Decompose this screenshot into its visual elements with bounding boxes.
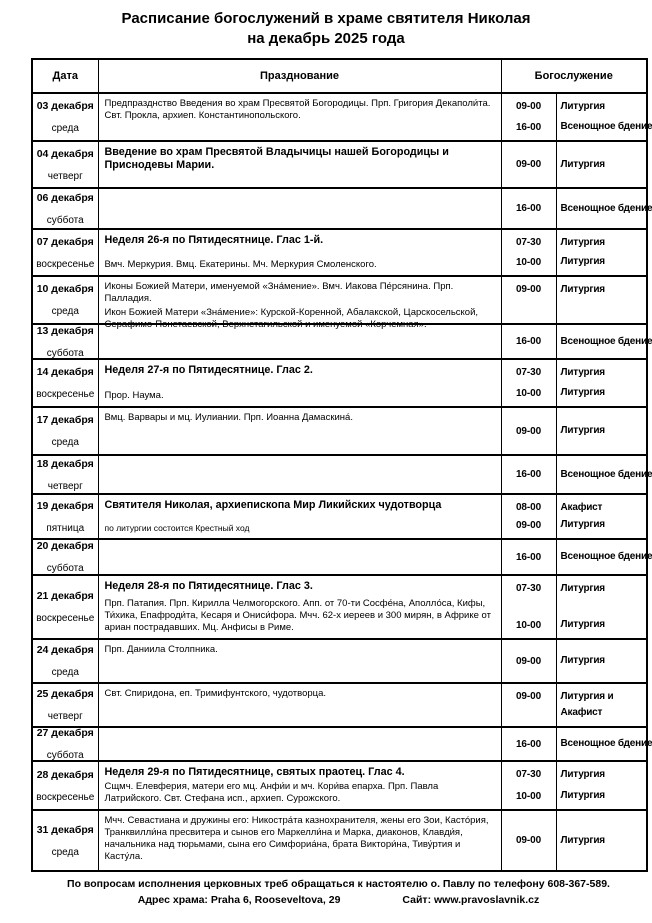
table-row [32,229,647,276]
service-cell [556,575,647,639]
service-name: Всенощное бдение [560,738,652,749]
service-time: 10-00 [515,257,542,268]
schedule-table [31,58,652,872]
weekday-label: суббота [46,750,84,761]
celebration-cell [98,727,501,761]
weekday-label: среда [51,437,79,448]
celebration-text: Свт. Спиридона, еп. Тримифунтского, чудотворца. [104,688,327,699]
service-name: Литургия [560,256,605,267]
service-cell [556,324,652,359]
celebration-text: Неделя 27-я по Пятидесятнице. Глас 2. [104,364,313,376]
celebration-cell [98,575,501,639]
time-cell [501,141,556,188]
weekday-label: четверг [47,711,83,722]
service-cell [556,727,652,761]
date-cell [32,359,98,407]
service-cell [556,683,647,727]
weekday-label: суббота [46,563,84,574]
time-cell [501,276,556,324]
celebration-cell [98,359,501,407]
date-cell [32,494,98,539]
weekday-label: воскресенье [36,258,95,270]
date-label: 19 декабря [36,499,94,512]
service-name: Литургия [560,101,605,112]
service-time: 16-00 [515,336,542,347]
table-row [32,727,647,761]
celebration-cell [98,229,501,276]
service-name: Литургия [560,655,605,666]
weekday-label: пятница [46,522,85,534]
celebration-text: Мчч. Севастиана и дружины его: Никостра́та казнохранителя, жены его Зои, Касто́рия, Транквилли́на пресвитера и сынов его Маркелли́на и Марка, диаконов, Клавди́я, начальника над тюрьмами, сына его Симфориа́на, брата Виктори́на, Тиву́ртия и Касту́ла. [104,815,489,862]
page-title-line2: на декабрь 2025 года [247,30,405,47]
date-label: 06 декабря [36,191,94,204]
time-cell [501,407,556,455]
service-time: 07-30 [515,583,542,594]
weekday-label: среда [51,123,79,134]
service-cell [556,359,647,407]
celebration-cell [98,639,501,683]
celebration-text: по литургии состоится Крестный ход [104,523,250,533]
table-row [32,455,647,494]
time-cell [501,810,556,871]
service-cell [556,539,652,575]
celebration-text: Прп. Даниила Столпника. [104,644,218,655]
church-address: Адрес храма: Praha 6, Rooseveltova, 29 [137,894,341,906]
date-label: 14 декабря [36,366,94,378]
weekday-label: воскресенье [36,389,95,400]
celebration-text: Введение во храм Пресвятой Владычицы нашей Богородицы и Приснодевы Марии. [104,146,449,171]
celebration-cell [98,810,501,871]
service-name: Акафист [560,502,603,513]
date-label: 25 декабря [36,688,94,700]
date-cell [32,539,98,575]
date-label: 28 декабря [36,768,94,781]
time-cell [501,229,556,276]
date-cell [32,639,98,683]
header-service: Богослужение [501,59,647,93]
weekday-label: четверг [47,170,83,182]
service-cell [556,455,652,494]
service-time: 07-30 [515,367,542,378]
service-time [527,708,530,719]
weekday-label: среда [51,667,79,678]
website: Сайт: www.pravoslavnik.cz [402,894,540,906]
service-name: Литургия [560,519,605,530]
celebration-text: Неделя 26-я по Пятидесятнице. Глас 1-й. [104,234,324,246]
service-name: Литургия [560,769,605,780]
service-time: 16-00 [515,551,542,563]
date-cell [32,141,98,188]
date-label: 27 декабря [36,727,94,739]
service-time: 09-00 [515,520,542,531]
weekday-label: воскресенье [36,791,95,803]
service-name: Литургия и [560,691,614,702]
time-cell [501,188,556,229]
service-cell [556,276,647,324]
service-time: 16-00 [515,203,542,214]
celebration-text: Вмц. Варвары и мц. Иулиании. Прп. Иоанна Дамаскина́. [104,412,353,423]
celebration-cell [98,276,501,330]
service-name: Литургия [560,619,605,630]
celebration-cell [98,683,501,727]
service-time: 10-00 [515,620,542,631]
service-name: Литургия [560,158,605,170]
weekday-label: четверг [47,480,83,492]
weekday-label: воскресенье [36,613,95,624]
table-row [32,810,647,871]
date-cell [32,683,98,727]
table-row [32,761,647,810]
table-row [32,575,647,639]
table-row [32,276,647,324]
celebration-cell [98,455,501,494]
celebration-cell [98,494,501,539]
table-row [32,141,647,188]
date-label: 13 декабря [36,324,94,337]
date-cell [32,93,98,141]
service-cell [556,639,647,683]
table-row [32,494,647,539]
table-row [32,188,647,229]
date-label: 03 декабря [36,100,94,112]
table-row [32,93,647,141]
service-name: Всенощное бдение [560,551,652,562]
weekday-label: среда [51,306,79,317]
celebration-text: Вмч. Меркурия. Вмц. Екатерины. Мч. Меркурия Смоленского. [104,259,377,270]
date-label: 17 декабря [36,414,94,426]
celebration-text: Сщмч. Елевферия, матери его мц. Анфи́и и мч. Кори́ва епарха. Прп. Павла Латрийского. Свт. Стефана исп., архиеп. Сурожского. [104,781,439,804]
footer-contacts [31,893,646,908]
service-name: Всенощное бдение [560,202,652,214]
date-label: 10 декабря [36,283,94,295]
header-celebration: Празднование [98,59,501,93]
date-cell [32,761,98,810]
time-cell [501,683,556,727]
header-date: Дата [32,59,98,93]
service-time: 07-30 [515,769,542,780]
celebration-text: Прор. Наума. [104,390,164,401]
time-cell [501,539,556,575]
service-time: 09-00 [515,655,542,667]
date-cell [32,575,98,639]
time-cell [501,727,556,761]
table-row [32,683,647,727]
celebration-cell [98,407,501,455]
page-title [0,9,652,49]
table-row [32,359,647,407]
celebration-text: Предпразднство Введения во храм Пресвятой Богородицы. Прп. Григория Декаполи́та. Свт. Прокла, архиеп. Константинопольского. [104,98,491,121]
service-time: 09-00 [515,425,542,437]
service-cell [556,810,647,871]
time-cell [501,494,556,539]
celebration-text: Прп. Патапия. Прп. Кирилла Челмогорского. Апп. от 70-ти Сосфе́на, Аполло́са, Кифы, Ти́хика, Епафроди́та, Кесаря и Ониси́фора. Мчч. 62-х иереев и 300 мирян, в Африке от ариан пострадавших. Мц. Анфисы в Риме. [104,598,491,633]
service-time: 09-00 [515,159,542,170]
date-cell [32,727,98,761]
time-cell [501,455,556,494]
service-time: 16-00 [515,469,542,480]
service-cell [556,93,652,141]
service-name: Всенощное бдение [560,121,652,132]
celebration-text: Святителя Николая, архиепископа Мир Ликийских чудотворца [104,499,442,511]
service-name: Литургия [560,790,605,801]
service-time: 10-00 [515,791,542,802]
celebration-cell [98,141,501,188]
time-cell [501,93,556,141]
date-cell [32,455,98,494]
service-name: Литургия [560,237,605,248]
date-cell [32,810,98,871]
weekday-label: среда [51,846,79,858]
time-cell [501,639,556,683]
service-cell [556,141,647,188]
date-cell [32,188,98,229]
service-time: 10-00 [515,388,542,399]
service-time: 16-00 [515,122,542,133]
table-row [32,407,647,455]
time-cell [501,359,556,407]
footer [31,877,646,908]
service-name: Акафист [560,707,603,718]
service-name: Всенощное бдение [560,468,652,480]
date-label: 31 декабря [36,823,94,836]
celebration-cell [98,93,501,141]
date-label: 07 декабря [36,235,94,248]
service-cell [556,494,647,539]
date-cell [32,324,98,359]
service-name: Литургия [560,834,605,846]
date-cell [32,407,98,455]
service-time: 16-00 [515,738,542,750]
weekday-label: суббота [46,347,84,359]
date-label: 24 декабря [36,644,94,656]
date-cell [32,276,98,324]
service-time: 09-00 [515,835,542,846]
celebration-text: Икон Божией Матери «Зна́мение»: Курской-Коренной, Абалакской, Царскосельской, Серафимо-Понетаевской, Верхнетагильской и именуемой «Корчемная». [104,307,479,330]
service-cell [556,407,647,455]
celebration-text: Неделя 29-я по Пятидесятнице, святых праотец. Глас 4. [104,766,405,778]
service-name: Литургия [560,425,605,436]
table-row [32,639,647,683]
celebration-cell [98,761,501,810]
table-row [32,539,647,575]
service-name: Литургия [560,387,605,398]
celebration-text: Иконы Божией Матери, именуемой «Зна́мение». Вмч. Иакова Пе́рсянина. Прп. Палладия. [104,281,454,304]
service-name: Литургия [560,367,605,378]
service-name: Литургия [560,583,605,594]
service-time: 09-00 [515,691,542,702]
service-cell [556,761,647,810]
service-name: Литургия [560,284,605,295]
header-row [32,59,647,93]
weekday-label: суббота [46,214,84,226]
date-label: 21 декабря [36,590,94,602]
celebration-cell [98,539,501,575]
service-time: 09-00 [515,284,542,295]
celebration-cell [98,188,501,229]
page-title-line1: Расписание богослужений в храме святителя Николая [121,10,531,27]
service-time: 09-00 [515,101,542,112]
celebration-text: Неделя 28-я по Пятидесятнице. Глас 3. [104,580,313,592]
service-cell [556,229,647,276]
time-cell [501,761,556,810]
date-cell [32,229,98,276]
service-cell [556,188,652,229]
service-time: 07-30 [515,237,542,248]
time-cell [501,575,556,639]
service-time: 08-00 [515,502,542,513]
date-label: 04 декабря [36,147,94,160]
footer-note: По вопросам исполнения церковных треб обращаться к настоятелю о. Павлу по телефону 608-367-589. [67,878,610,890]
date-label: 20 декабря [36,540,94,552]
service-name: Всенощное бдение [560,335,652,347]
date-label: 18 декабря [36,457,94,470]
time-cell [501,324,556,359]
